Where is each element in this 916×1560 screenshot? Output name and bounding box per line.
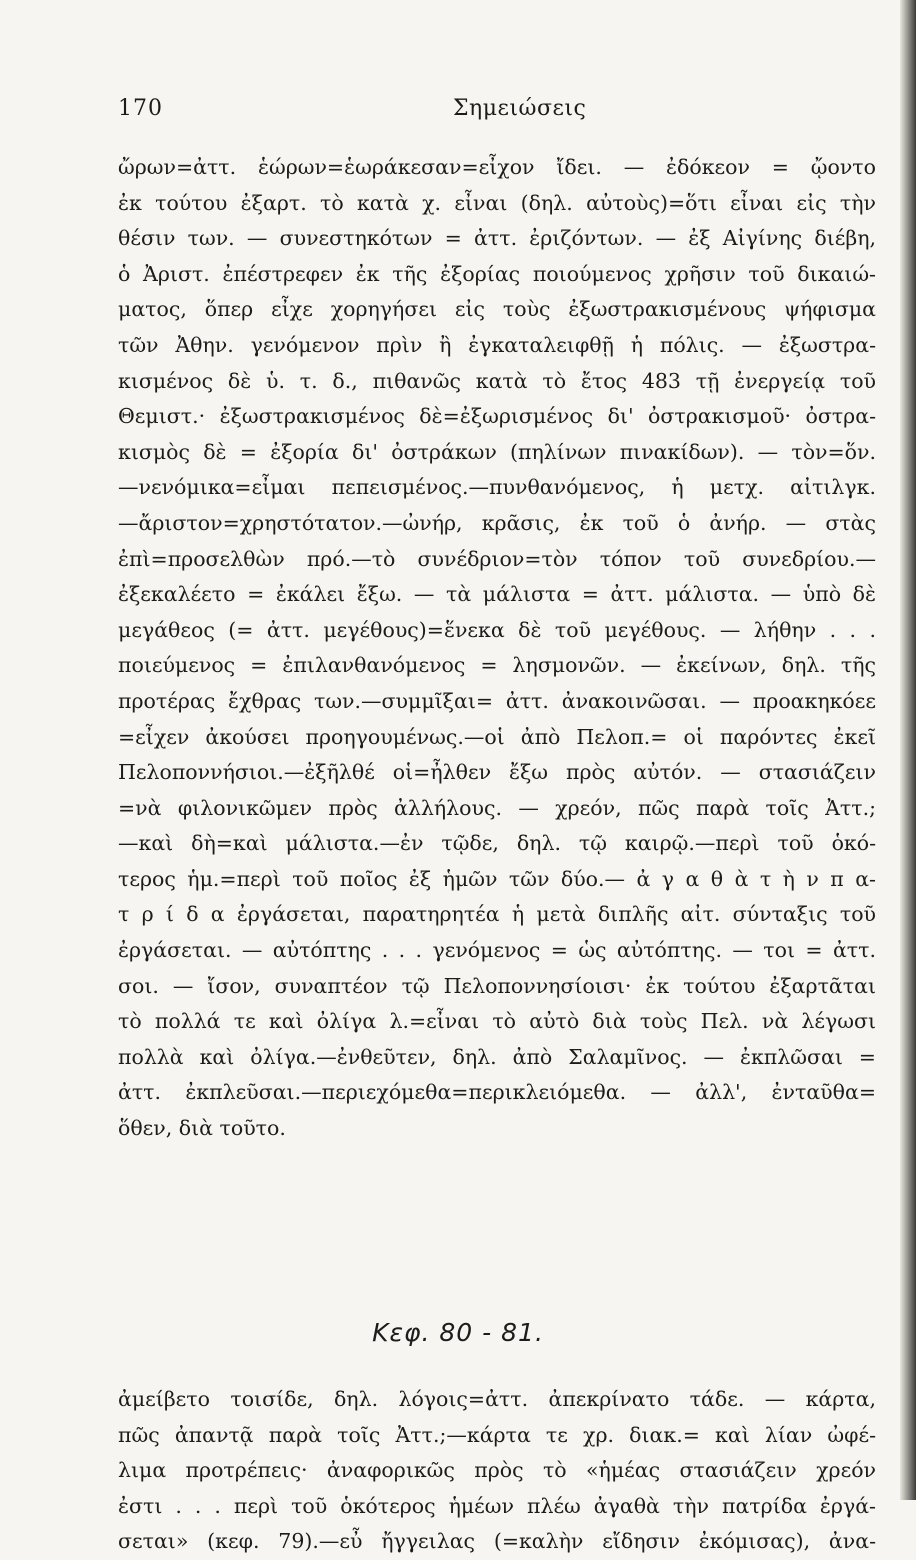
text-line: κισμὸς δὲ = ἐξορία δι' ὀστράκων (πηλίνων πινακίδων). — τὸν=ὅν. [118,439,876,464]
text-line: ἐκ τούτου ἐξαρτ. τὸ κατὰ χ. εἶναι (δηλ. αὐτοὺς)=ὅτι εἶναι εἰς τὴν [118,190,876,215]
text-line: —νενόμικα=εἶμαι πεπεισμένος.—πυνθανόμενος, ἡ μετχ. αἰτιλγκ. [118,475,876,500]
text-line: θέσιν των. — συνεστηκότων = ἀττ. ἐριζόντων. — ἐξ Αἰγίνης διέβη, [118,226,876,251]
text-line: τὸ πολλά τε καὶ ὀλίγα λ.=εἶναι τὸ αὐτὸ διὰ τοὺς Πελ. νὰ λέγωσι [118,1009,876,1034]
text-line: —ἄριστον=χρηστότατον.—ὠνήρ, κρᾶσις, ἐκ τοῦ ὁ ἀνήρ. — στὰς [118,510,876,535]
text-line: ὅθεν, διὰ τοῦτο. [118,1116,286,1141]
text-line: λιμα προτρέπεις· ἀναφορικῶς πρὸς τὸ «ἡμέας στασιάζειν χρεόν [118,1458,876,1483]
text-line: ἐπὶ=προσελθὼν πρό.—τὸ συνέδριον=τὸν τόπον τοῦ συνεδρίου.— [118,546,876,571]
text-line: ἀμείβετο τοισίδε, δηλ. λόγοις=ἀττ. ἀπεκρίνατο τάδε. — κάρτα, [118,1387,876,1411]
text-line: προτέρας ἔχθρας των.—συμμῖξαι= ἀττ. ἀνακοινῶσαι. — προακηκόεε [118,688,876,713]
chapter-text-block [118,1382,876,1560]
notes-text-block [118,150,876,1147]
text-line: σοι. — ἴσον, συναπτέον τῷ Πελοποννησίοισι· ἐκ τούτου ἐξαρτᾶται [118,973,876,998]
text-line: τ ρ ί δ α ἐργάσεται, παρατηρητέα ἡ μετὰ διπλῆς αἰτ. σύνταξις τοῦ [118,902,876,927]
text-line: πολλὰ καὶ ὀλίγα.—ἐνθεῦτεν, δηλ. ἀπὸ Σαλαμῖνος. — ἐκπλῶσαι = [118,1044,876,1069]
text-line: ἐργάσεται. — αὐτόπτης . . . γενόμενος = ὡς αὐτόπτης. — τοι = ἀττ. [118,938,876,963]
text-line: Πελοποννήσιοι.—ἐξῆλθέ οἱ=ἦλθεν ἔξω πρὸς αὐτόν. — στασιάζειν [118,760,876,785]
page-header [118,96,858,132]
text-line: =εἶχεν ἀκούσει προηγουμένως.—οἱ ἀπὸ Πελοπ.= οἱ παρόντες ἐκεῖ [118,724,876,749]
text-line: ποιεύμενος = ἐπιλανθανόμενος = λησμονῶν. — ἐκείνων, δηλ. τῆς [118,653,876,678]
text-line: ὤρων=ἀττ. ἑώρων=ἑωράκεσαν=εἶχον ἴδει. — ἐδόκεον = ᾤοντο [118,155,876,179]
text-line: σεται» (κεφ. 79).—εὖ ἤγγειλας (=καλὴν εἴδησιν ἐκόμισας), ἀνα- [118,1529,876,1554]
text-line: Θεμιστ.· ἐξωστρακισμένος δὲ=ἐξωρισμένος δι' ὀστρακισμοῦ· ὀστρα- [118,404,876,429]
page-edge-shadow [900,0,916,1500]
text-line: ἐστι . . . περὶ τοῦ ὁκότερος ἡμέων πλέω ἀγαθὰ τὴν πατρίδα ἐργά- [118,1493,876,1518]
text-line: —καὶ δὴ=καὶ μάλιστα.—ἐν τῷδε, δηλ. τῷ καιρῷ.—περὶ τοῦ ὁκό- [118,831,876,856]
text-line: ἐξεκαλέετο = ἐκάλει ἔξω. — τὰ μάλιστα = ἀττ. μάλιστα. — ὑπὸ δὲ [118,582,876,607]
running-title: Σημειώσεις [453,96,587,121]
text-line: =νὰ φιλονικῶμεν πρὸς ἀλλήλους. — χρεόν, πῶς παρὰ τοῖς Ἀττ.; [118,795,876,820]
text-line: τῶν Ἀθην. γενόμενον πρὶν ἢ ἐγκαταλειφθῇ ἡ πόλις. — ἐξωστρα- [118,332,876,357]
text-line: ὁ Ἀριστ. ἐπέστρεφεν ἐκ τῆς ἐξορίας ποιούμενος χρῆσιν τοῦ δικαιώ- [118,261,876,286]
text-line: μεγάθεος (= ἀττ. μεγέθους)=ἕνεκα δὲ τοῦ μεγέθους. — λήθην . . . [118,617,876,642]
text-line: κισμένος δὲ ὑ. τ. δ., πιθανῶς κατὰ τὸ ἔτος 483 τῇ ἐνεργείᾳ τοῦ [118,368,876,393]
text-line: ἀττ. ἐκπλεῦσαι.—περιεχόμεθα=περικλειόμεθα. — ἀλλ', ἐνταῦθα= [118,1080,876,1105]
text-line: πῶς ἀπαντᾷ παρὰ τοῖς Ἀττ.;—κάρτα τε χρ. διακ.= καὶ λίαν ὠφέ- [118,1422,876,1447]
chapter-heading: Κεφ. 80 - 81. [372,1318,544,1347]
text-line: τερος ἡμ.=περὶ τοῦ ποῖος ἐξ ἡμῶν τῶν δύο.— ἀ γ α θ ὰ τ ὴ ν π α- [118,866,876,891]
text-line: ματος, ὅπερ εἶχε χορηγήσει εἰς τοὺς ἐξωστρακισμένους ψήφισμα [118,297,876,322]
page-number: 170 [118,96,163,121]
